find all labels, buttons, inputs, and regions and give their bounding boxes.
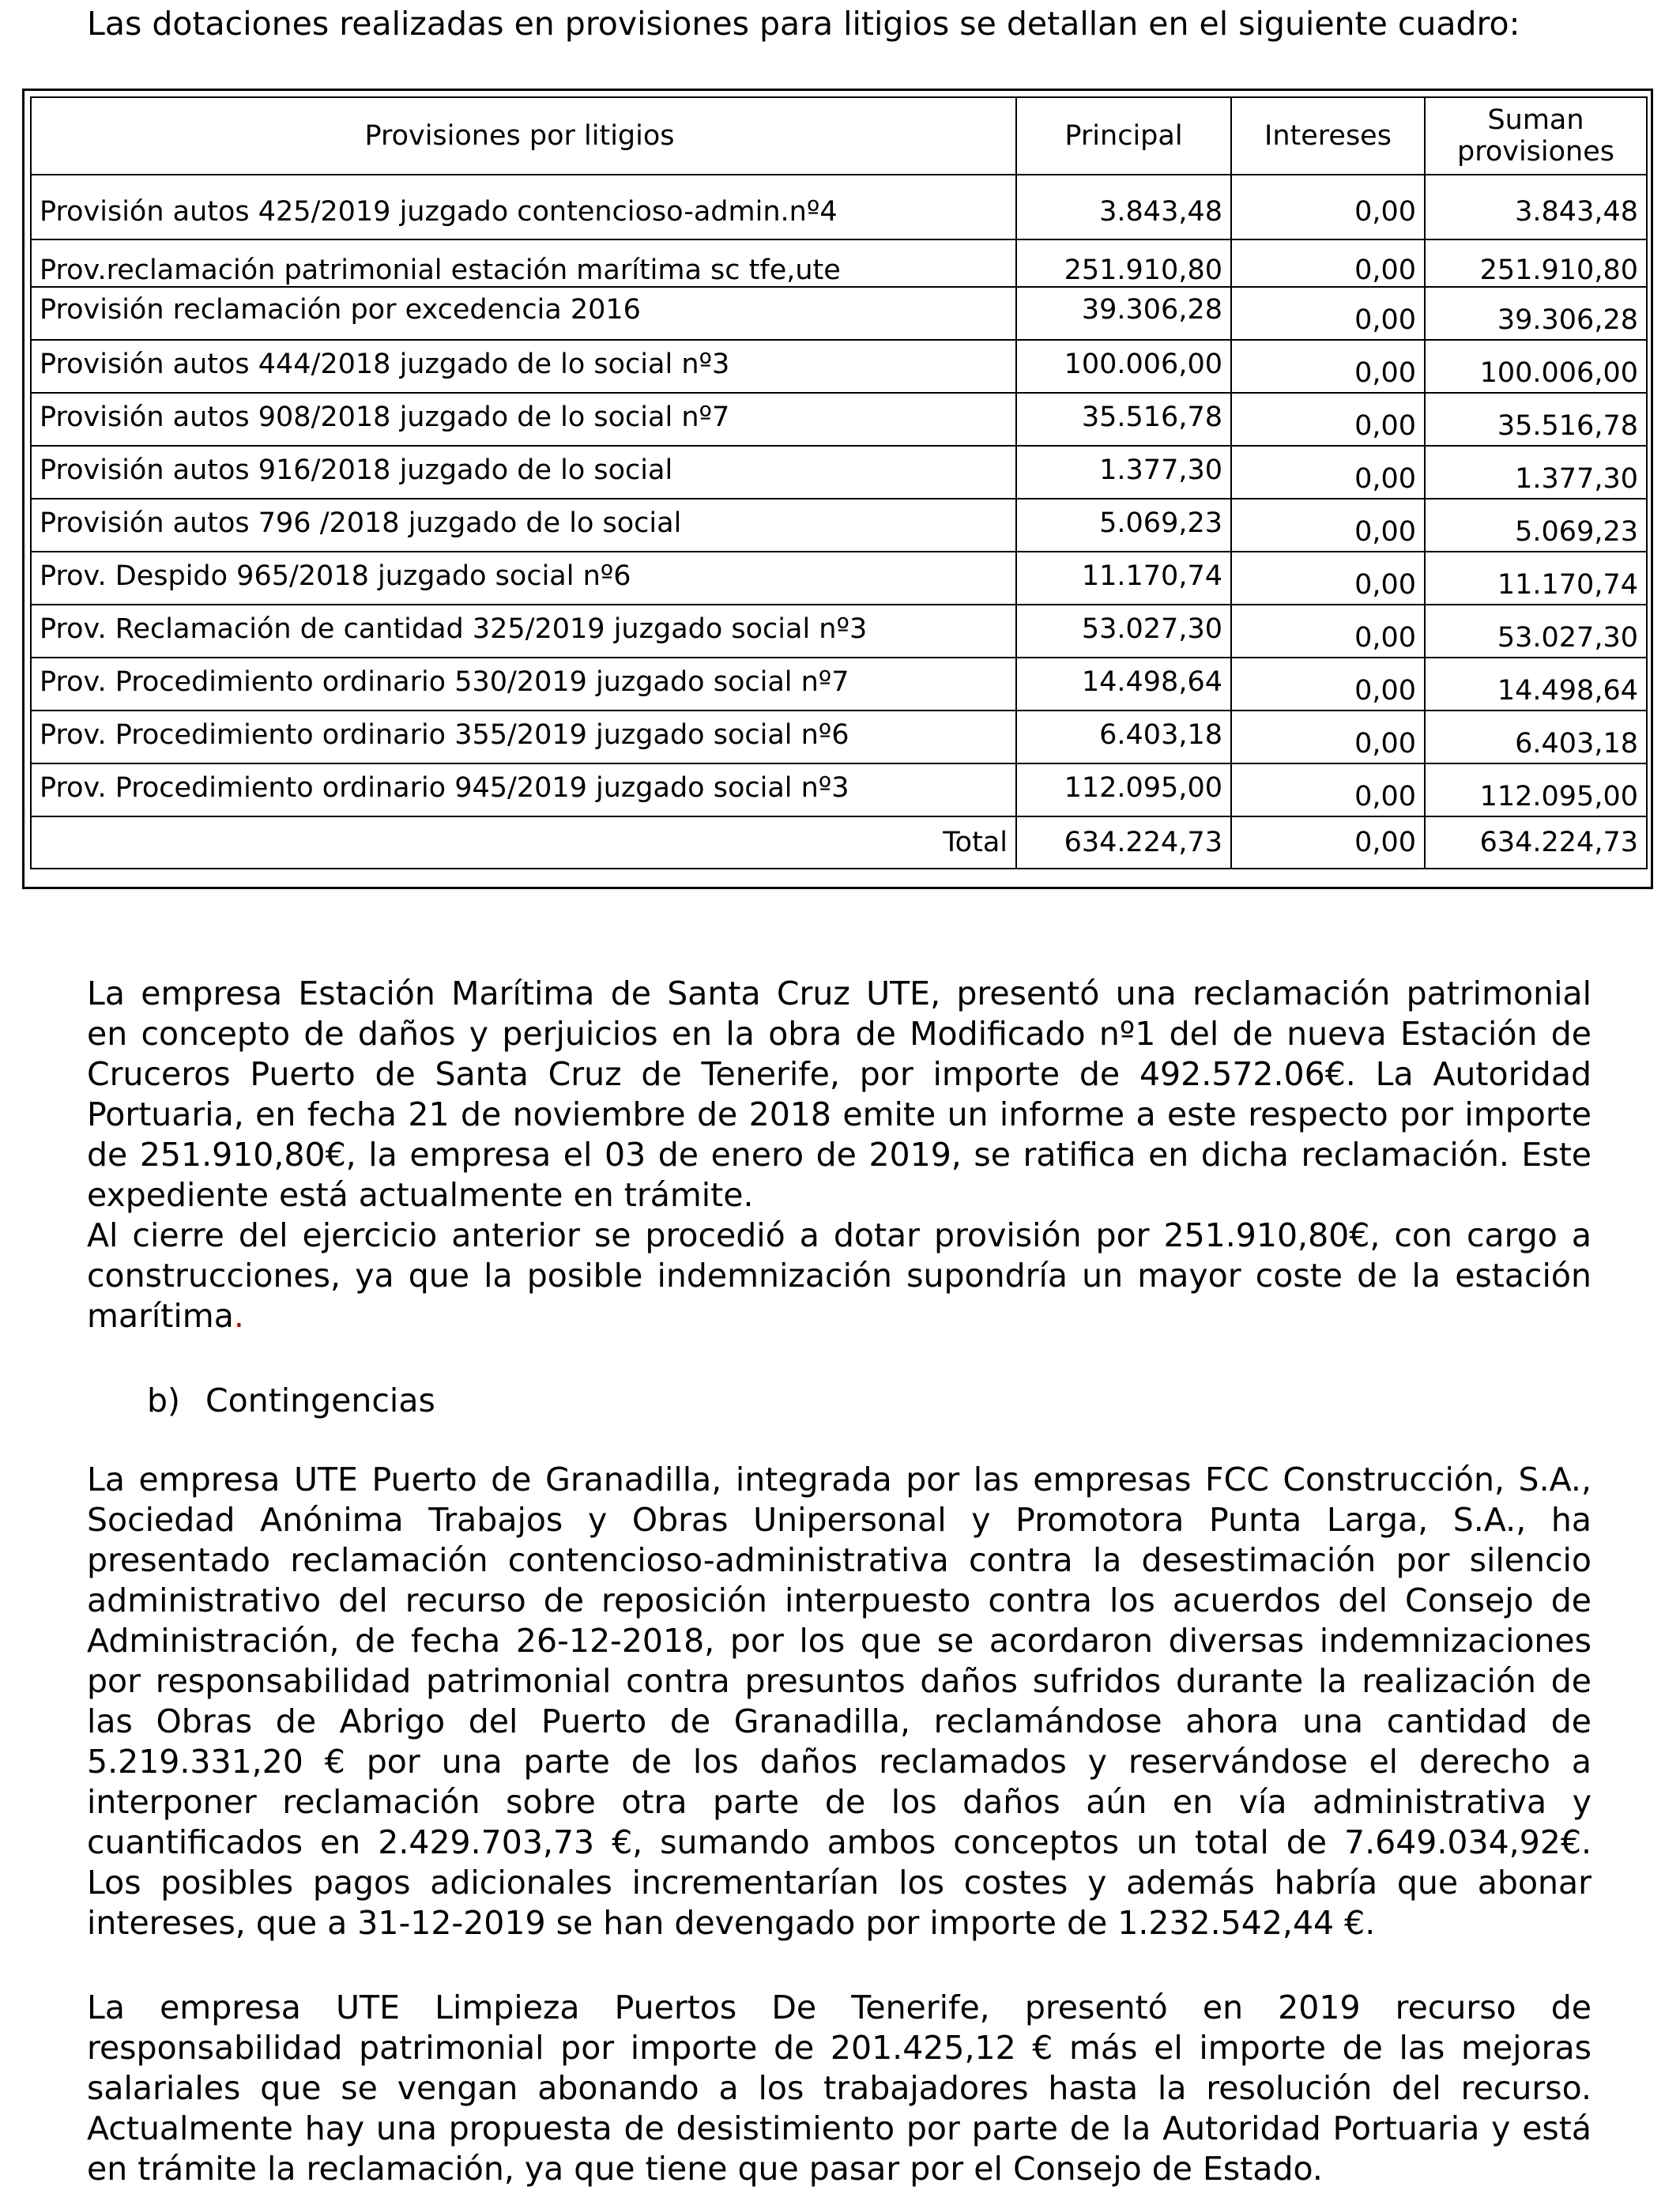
table-row <box>31 287 1647 340</box>
text-line: de 251.910,80€, la empresa el 03 de enero de 2019, se ratifica en dicha reclamación. Este <box>87 1136 1591 1174</box>
header-suman-provisiones <box>1425 97 1647 175</box>
row-description: Prov. Procedimiento ordinario 355/2019 juzgado social nº6 <box>31 711 1016 763</box>
row-principal: 6.403,18 <box>1016 711 1231 763</box>
provisions-table <box>30 96 1648 869</box>
table-row <box>31 658 1647 711</box>
text-line: Al cierre del ejercicio anterior se procedió a dotar provisión por 251.910,80€, con cargo a <box>87 1216 1591 1254</box>
text-line: expediente está actualmente en trámite. <box>87 1176 754 1214</box>
header-provisiones: provisiones <box>1456 136 1614 168</box>
row-principal: 11.170,74 <box>1016 552 1231 605</box>
row-description: Prov.reclamación patrimonial estación marítima sc tfe,ute <box>31 239 1016 287</box>
text-fragment: marítima <box>87 1297 234 1335</box>
text-line: en concepto de daños y perjuicios en la obra de Modificado nº1 del de nueva Estación de <box>87 1015 1591 1053</box>
text-line: Cruceros Puerto de Santa Cruz de Tenerife, por importe de 492.572.06€. La Autoridad <box>87 1055 1591 1093</box>
total-suman: 634.224,73 <box>1425 816 1647 869</box>
row-suman: 5.069,23 <box>1425 499 1647 552</box>
text-line: presentado reclamación contencioso-administrativa contra la desestimación por silencio <box>87 1541 1591 1579</box>
table-row <box>31 552 1647 605</box>
table-row <box>31 605 1647 658</box>
row-intereses: 0,00 <box>1231 175 1425 239</box>
paragraph-ute-limpieza <box>87 1988 1591 2189</box>
table-row <box>31 499 1647 552</box>
row-intereses: 0,00 <box>1231 605 1425 658</box>
row-description: Prov. Procedimiento ordinario 945/2019 juzgado social nº3 <box>31 763 1016 816</box>
text-line: las Obras de Abrigo del Puerto de Granadilla, reclamándose ahora una cantidad de <box>87 1702 1591 1740</box>
row-description: Provisión autos 425/2019 juzgado contencioso-admin.nº4 <box>31 175 1016 239</box>
row-suman: 39.306,28 <box>1425 287 1647 340</box>
row-description: Prov. Procedimiento ordinario 530/2019 juzgado social nº7 <box>31 658 1016 711</box>
table-row <box>31 175 1647 239</box>
row-suman: 100.006,00 <box>1425 340 1647 393</box>
row-principal: 39.306,28 <box>1016 287 1231 340</box>
row-intereses: 0,00 <box>1231 763 1425 816</box>
row-intereses: 0,00 <box>1231 239 1425 287</box>
table-header-row <box>31 97 1647 175</box>
row-intereses: 0,00 <box>1231 446 1425 499</box>
text-line: por responsabilidad patrimonial contra presuntos daños sufridos durante la realización de <box>87 1662 1591 1700</box>
heading-marker: b) <box>147 1382 181 1419</box>
text-line: La empresa Estación Marítima de Santa Cruz UTE, presentó una reclamación patrimonial <box>87 974 1591 1012</box>
row-description: Provisión autos 908/2018 juzgado de lo social nº7 <box>31 393 1016 446</box>
intro-text: Las dotaciones realizadas en provisiones para litigios se detallan en el siguiente cuadro: <box>87 5 1520 43</box>
table-total-row <box>31 816 1647 869</box>
header-intereses: Intereses <box>1231 97 1425 175</box>
text-line: La empresa UTE Limpieza Puertos De Tenerife, presentó en 2019 recurso de <box>87 1989 1591 2026</box>
section-heading <box>147 1377 435 1424</box>
text-line: administrativo del recurso de reposición interpuesto contra los acuerdos del Consejo de <box>87 1581 1591 1619</box>
row-principal: 35.516,78 <box>1016 393 1231 446</box>
table-row <box>31 340 1647 393</box>
row-suman: 11.170,74 <box>1425 552 1647 605</box>
text-line: La empresa UTE Puerto de Granadilla, integrada por las empresas FCC Construcción, S.A., <box>87 1461 1591 1498</box>
row-principal: 14.498,64 <box>1016 658 1231 711</box>
text-line: interponer reclamación sobre otra parte de los daños aún en vía administrativa y <box>87 1783 1591 1821</box>
row-intereses: 0,00 <box>1231 711 1425 763</box>
header-principal: Principal <box>1016 97 1231 175</box>
row-principal: 1.377,30 <box>1016 446 1231 499</box>
text-line: Portuaria, en fecha 21 de noviembre de 2018 emite un informe a este respecto por importe <box>87 1095 1591 1133</box>
total-label: Total <box>31 816 1016 869</box>
text-line: intereses, que a 31-12-2019 se han devengado por importe de 1.232.542,44 €. <box>87 1904 1376 1942</box>
table-row <box>31 393 1647 446</box>
row-intereses: 0,00 <box>1231 658 1425 711</box>
red-period: . <box>233 1297 244 1335</box>
table-row <box>31 763 1647 816</box>
row-principal: 100.006,00 <box>1016 340 1231 393</box>
row-suman: 35.516,78 <box>1425 393 1647 446</box>
row-description: Prov. Reclamación de cantidad 325/2019 juzgado social nº3 <box>31 605 1016 658</box>
text-line: Actualmente hay una propuesta de desistimiento por parte de la Autoridad Portuaria y está <box>87 2109 1591 2147</box>
row-intereses: 0,00 <box>1231 287 1425 340</box>
row-principal: 3.843,48 <box>1016 175 1231 239</box>
total-principal: 634.224,73 <box>1016 816 1231 869</box>
row-suman: 251.910,80 <box>1425 239 1647 287</box>
row-principal: 112.095,00 <box>1016 763 1231 816</box>
table-row <box>31 711 1647 763</box>
row-intereses: 0,00 <box>1231 499 1425 552</box>
paragraph-estacion-maritima <box>87 974 1591 1216</box>
row-description: Provisión autos 796 /2018 juzgado de lo social <box>31 499 1016 552</box>
text-line: construcciones, ya que la posible indemnización supondría un mayor coste de la estación <box>87 1257 1591 1295</box>
total-intereses: 0,00 <box>1231 816 1425 869</box>
paragraph-cierre-ejercicio <box>87 1216 1591 1336</box>
row-suman: 14.498,64 <box>1425 658 1647 711</box>
text-line: Sociedad Anónima Trabajos y Obras Unipersonal y Promotora Punta Larga, S.A., ha <box>87 1501 1591 1539</box>
text-line: en trámite la reclamación, ya que tiene que pasar por el Consejo de Estado. <box>87 2150 1323 2188</box>
row-suman: 6.403,18 <box>1425 711 1647 763</box>
text-line: responsabilidad patrimonial por importe de 201.425,12 € más el importe de las mejoras <box>87 2029 1591 2067</box>
row-suman: 112.095,00 <box>1425 763 1647 816</box>
text-line: salariales que se vengan abonando a los trabajadores hasta la resolución del recurso. <box>87 2069 1591 2107</box>
text-line: Los posibles pagos adicionales incrementarían los costes y además habría que abonar <box>87 1864 1591 1902</box>
paragraph-ute-granadilla <box>87 1460 1591 1943</box>
text-line <box>87 1296 1591 1336</box>
row-intereses: 0,00 <box>1231 552 1425 605</box>
header-provisions: Provisiones por litigios <box>31 97 1016 175</box>
row-intereses: 0,00 <box>1231 340 1425 393</box>
row-suman: 3.843,48 <box>1425 175 1647 239</box>
row-intereses: 0,00 <box>1231 393 1425 446</box>
table-row <box>31 446 1647 499</box>
text-line: 5.219.331,20 € por una parte de los daños reclamados y reservándose el derecho a <box>87 1743 1591 1781</box>
header-suman: Suman <box>1487 104 1584 136</box>
row-suman: 53.027,30 <box>1425 605 1647 658</box>
row-suman: 1.377,30 <box>1425 446 1647 499</box>
row-description: Provisión reclamación por excedencia 2016 <box>31 287 1016 340</box>
text-line: cuantificados en 2.429.703,73 €, sumando ambos conceptos un total de 7.649.034,92€. <box>87 1823 1591 1861</box>
row-principal: 53.027,30 <box>1016 605 1231 658</box>
text-line: Administración, de fecha 26-12-2018, por los que se acordaron diversas indemnizaciones <box>87 1622 1591 1660</box>
row-description: Provisión autos 916/2018 juzgado de lo social <box>31 446 1016 499</box>
row-principal: 5.069,23 <box>1016 499 1231 552</box>
row-description: Provisión autos 444/2018 juzgado de lo social nº3 <box>31 340 1016 393</box>
row-description: Prov. Despido 965/2018 juzgado social nº6 <box>31 552 1016 605</box>
row-principal: 251.910,80 <box>1016 239 1231 287</box>
table-row <box>31 239 1647 287</box>
heading-text: Contingencias <box>205 1382 435 1419</box>
